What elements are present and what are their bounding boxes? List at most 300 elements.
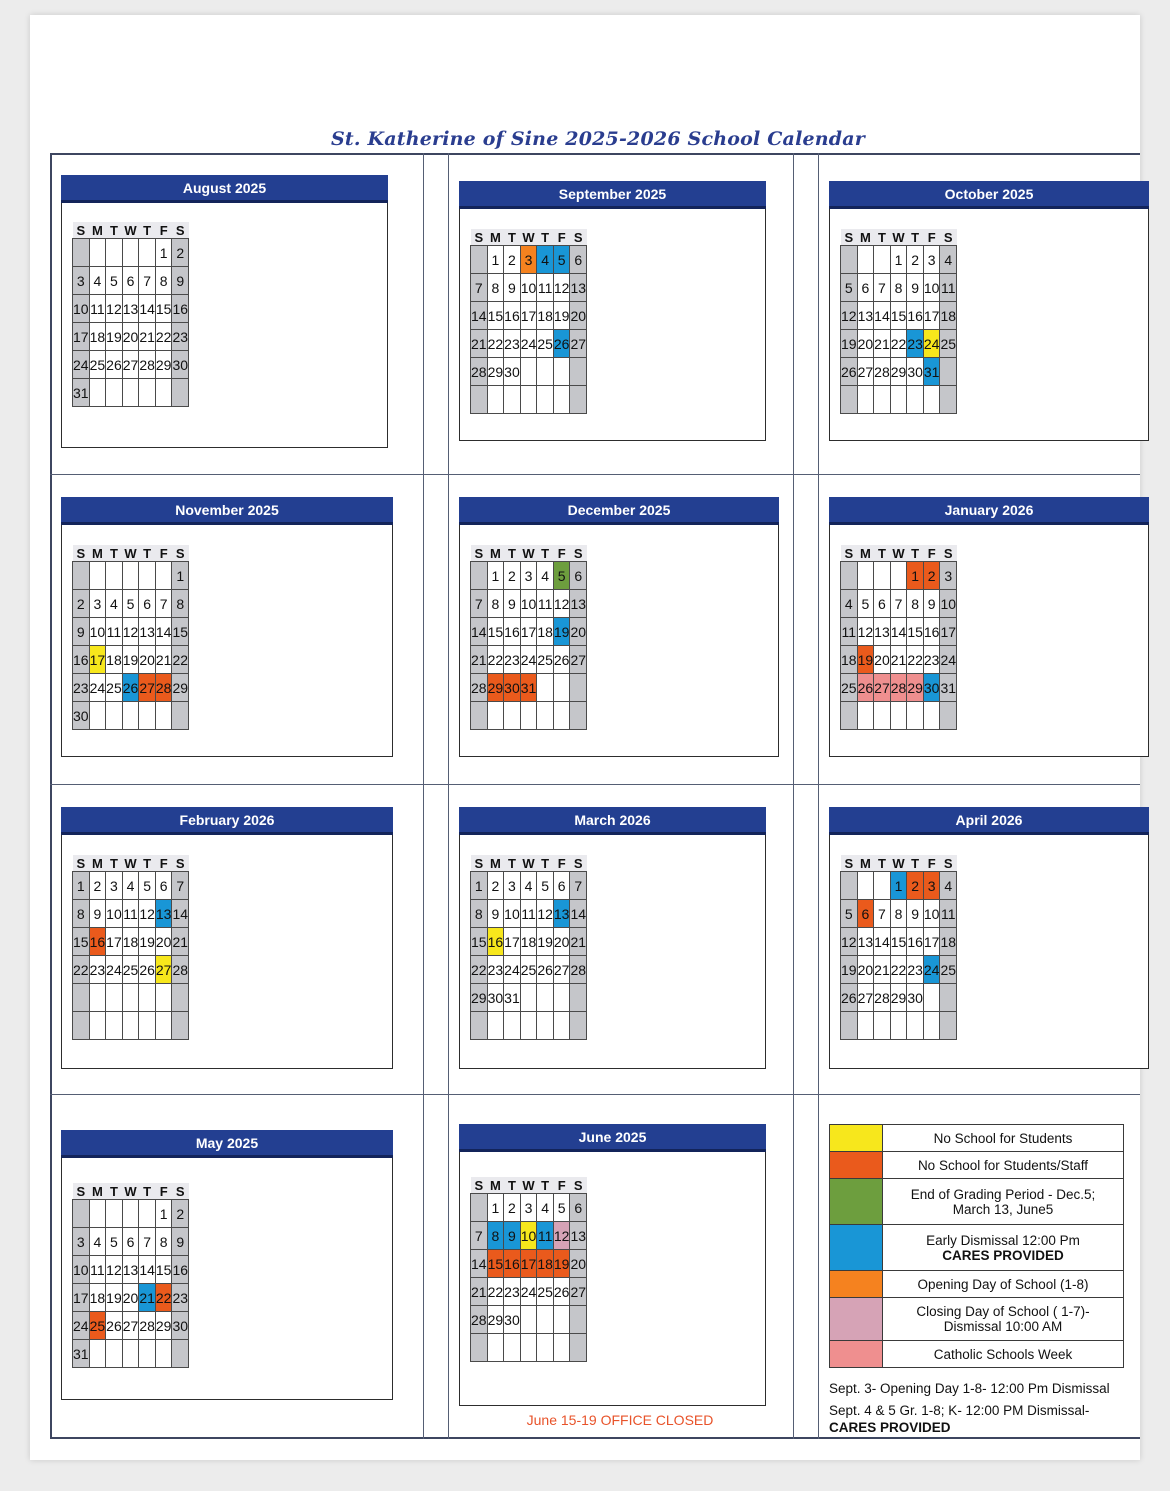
day-cell: 3 <box>520 1194 537 1222</box>
weekday-header: F <box>553 229 570 246</box>
day-cell <box>471 702 488 730</box>
day-cell: 21 <box>874 956 891 984</box>
day-cell: 13 <box>874 618 891 646</box>
day-cell: 3 <box>106 872 123 900</box>
day-cell: 29 <box>172 674 189 702</box>
day-cell <box>106 1012 123 1040</box>
day-cell: 14 <box>570 900 587 928</box>
month-title: February 2026 <box>61 807 393 835</box>
day-cell: 18 <box>520 928 537 956</box>
day-cell: 24 <box>923 956 940 984</box>
day-cell: 19 <box>841 956 858 984</box>
day-cell: 23 <box>172 323 189 351</box>
day-cell: 9 <box>923 590 940 618</box>
day-cell <box>106 984 123 1012</box>
day-cell: 26 <box>139 956 156 984</box>
day-cell: 7 <box>172 872 189 900</box>
day-cell <box>139 562 156 590</box>
weekday-header: S <box>73 1183 90 1200</box>
day-cell <box>890 702 907 730</box>
day-cell <box>537 1012 554 1040</box>
page-title: St. Katherine of Sine 2025-2026 School Calendar <box>331 128 865 150</box>
day-cell <box>857 702 874 730</box>
day-cell: 2 <box>923 562 940 590</box>
day-cell: 13 <box>570 274 587 302</box>
day-cell <box>73 1012 90 1040</box>
legend-label <box>883 1298 1124 1341</box>
day-cell: 19 <box>106 1284 123 1312</box>
day-cell <box>841 1012 858 1040</box>
weekday-header: T <box>139 545 156 562</box>
day-cell <box>89 379 106 407</box>
weekday-header: S <box>471 229 488 246</box>
weekday-header: T <box>504 1177 521 1194</box>
day-cell: 3 <box>923 246 940 274</box>
day-cell: 23 <box>504 1278 521 1306</box>
day-cell: 29 <box>155 351 172 379</box>
day-cell: 12 <box>553 590 570 618</box>
day-cell: 16 <box>923 618 940 646</box>
day-cell: 7 <box>890 590 907 618</box>
day-cell: 31 <box>940 674 957 702</box>
day-cell <box>73 562 90 590</box>
day-cell <box>504 1334 521 1362</box>
day-cell <box>570 358 587 386</box>
day-cell: 10 <box>923 274 940 302</box>
weekday-header: T <box>106 1183 123 1200</box>
day-cell <box>537 674 554 702</box>
day-cell: 10 <box>504 900 521 928</box>
day-cell <box>487 1012 504 1040</box>
month-title: September 2025 <box>459 181 766 209</box>
day-cell: 1 <box>487 562 504 590</box>
day-cell: 9 <box>172 267 189 295</box>
day-cell: 19 <box>553 618 570 646</box>
weekday-header: S <box>172 545 189 562</box>
day-cell: 29 <box>471 984 488 1012</box>
month-day-grid <box>72 855 189 1040</box>
day-cell <box>139 1340 156 1368</box>
day-cell: 7 <box>471 274 488 302</box>
month-title: June 2025 <box>459 1124 766 1152</box>
day-cell: 24 <box>520 330 537 358</box>
day-cell: 4 <box>940 246 957 274</box>
day-cell <box>172 1340 189 1368</box>
day-cell <box>471 1194 488 1222</box>
day-cell: 7 <box>471 590 488 618</box>
day-cell: 4 <box>537 562 554 590</box>
day-cell: 3 <box>504 872 521 900</box>
day-cell: 25 <box>841 674 858 702</box>
day-cell: 5 <box>841 900 858 928</box>
weekday-header: S <box>841 229 858 246</box>
day-cell: 26 <box>857 674 874 702</box>
day-cell <box>139 1012 156 1040</box>
weekday-header: T <box>139 1183 156 1200</box>
day-cell: 20 <box>874 646 891 674</box>
day-cell: 3 <box>520 246 537 274</box>
day-cell: 20 <box>857 330 874 358</box>
day-cell: 22 <box>487 646 504 674</box>
month-title: March 2026 <box>459 807 766 835</box>
day-cell: 4 <box>122 872 139 900</box>
day-cell: 30 <box>172 351 189 379</box>
day-cell: 15 <box>890 928 907 956</box>
day-cell <box>487 702 504 730</box>
day-cell <box>520 358 537 386</box>
day-cell <box>553 386 570 414</box>
day-cell <box>172 702 189 730</box>
day-cell: 28 <box>172 956 189 984</box>
day-cell: 14 <box>874 928 891 956</box>
day-cell: 27 <box>122 351 139 379</box>
day-cell: 27 <box>570 330 587 358</box>
day-cell: 22 <box>487 1278 504 1306</box>
day-cell: 2 <box>487 872 504 900</box>
day-cell <box>73 239 90 267</box>
legend-label <box>883 1179 1124 1225</box>
weekday-header: T <box>907 545 924 562</box>
weekday-header: F <box>155 545 172 562</box>
weekday-header: M <box>487 229 504 246</box>
day-cell <box>537 1306 554 1334</box>
day-cell: 20 <box>155 928 172 956</box>
day-cell: 23 <box>923 646 940 674</box>
day-cell: 16 <box>172 1256 189 1284</box>
legend-swatch <box>830 1225 883 1271</box>
day-cell <box>73 984 90 1012</box>
day-cell: 31 <box>520 674 537 702</box>
legend <box>829 1124 1124 1368</box>
day-cell: 30 <box>504 358 521 386</box>
day-cell: 6 <box>570 246 587 274</box>
day-cell: 29 <box>890 358 907 386</box>
day-cell: 12 <box>139 900 156 928</box>
day-cell: 22 <box>907 646 924 674</box>
day-cell: 25 <box>940 330 957 358</box>
day-cell <box>155 702 172 730</box>
weekday-header: F <box>553 1177 570 1194</box>
day-cell: 9 <box>504 274 521 302</box>
day-cell <box>89 562 106 590</box>
weekday-header: W <box>890 229 907 246</box>
day-cell: 3 <box>73 267 90 295</box>
day-cell: 11 <box>940 274 957 302</box>
month-title: January 2026 <box>829 497 1149 525</box>
day-cell: 19 <box>139 928 156 956</box>
day-cell: 2 <box>89 872 106 900</box>
day-cell: 22 <box>73 956 90 984</box>
day-cell <box>139 984 156 1012</box>
day-cell: 14 <box>155 618 172 646</box>
day-cell <box>122 562 139 590</box>
day-cell <box>874 702 891 730</box>
day-cell <box>857 386 874 414</box>
day-cell: 9 <box>89 900 106 928</box>
day-cell: 27 <box>570 1278 587 1306</box>
day-cell <box>122 702 139 730</box>
legend-swatch <box>830 1341 883 1368</box>
day-cell: 10 <box>923 900 940 928</box>
day-cell: 17 <box>73 1284 90 1312</box>
day-cell: 2 <box>907 246 924 274</box>
day-cell: 23 <box>89 956 106 984</box>
day-cell <box>553 674 570 702</box>
day-cell: 9 <box>907 274 924 302</box>
legend-label <box>883 1225 1124 1271</box>
legend-label-line2: Dismissal 10:00 AM <box>943 1319 1063 1334</box>
legend-label-line1: Early Dismissal 12:00 Pm <box>926 1232 1080 1248</box>
day-cell <box>106 702 123 730</box>
day-cell: 6 <box>122 267 139 295</box>
day-cell <box>923 1012 940 1040</box>
day-cell <box>122 984 139 1012</box>
weekday-header: T <box>874 855 891 872</box>
day-cell <box>106 1200 123 1228</box>
day-cell: 12 <box>841 928 858 956</box>
day-cell: 4 <box>106 590 123 618</box>
day-cell <box>122 1200 139 1228</box>
day-cell <box>923 386 940 414</box>
note-cares-provided: CARES PROVIDED <box>829 1420 951 1435</box>
day-cell: 7 <box>874 900 891 928</box>
day-cell: 4 <box>520 872 537 900</box>
day-cell: 6 <box>857 900 874 928</box>
day-cell <box>471 246 488 274</box>
day-cell: 26 <box>106 1312 123 1340</box>
column-divider <box>818 153 819 1439</box>
day-cell: 5 <box>553 562 570 590</box>
day-cell: 2 <box>907 872 924 900</box>
weekday-header: S <box>471 855 488 872</box>
weekday-header: S <box>940 229 957 246</box>
day-cell: 27 <box>857 984 874 1012</box>
day-cell: 25 <box>537 330 554 358</box>
weekday-header: T <box>907 855 924 872</box>
legend-swatch <box>830 1179 883 1225</box>
day-cell: 24 <box>923 330 940 358</box>
day-cell: 16 <box>907 302 924 330</box>
day-cell: 8 <box>73 900 90 928</box>
day-cell: 8 <box>890 900 907 928</box>
day-cell: 18 <box>940 928 957 956</box>
day-cell: 31 <box>73 1340 90 1368</box>
weekday-header: M <box>89 1183 106 1200</box>
day-cell: 22 <box>890 330 907 358</box>
day-cell <box>553 358 570 386</box>
day-cell <box>89 702 106 730</box>
day-cell: 17 <box>520 1250 537 1278</box>
day-cell <box>923 702 940 730</box>
day-cell: 15 <box>487 302 504 330</box>
day-cell: 6 <box>874 590 891 618</box>
day-cell: 13 <box>139 618 156 646</box>
day-cell: 21 <box>139 323 156 351</box>
day-cell: 22 <box>487 330 504 358</box>
day-cell: 5 <box>122 590 139 618</box>
day-cell: 11 <box>106 618 123 646</box>
day-cell: 21 <box>471 646 488 674</box>
day-cell <box>172 1012 189 1040</box>
day-cell: 29 <box>907 674 924 702</box>
legend-label-line1: Catholic Schools Week <box>933 1346 1073 1362</box>
day-cell <box>874 872 891 900</box>
note-dismissal: Sept. 4 & 5 Gr. 1-8; K- 12:00 PM Dismissal- <box>829 1403 1090 1418</box>
weekday-header: W <box>520 545 537 562</box>
day-cell: 25 <box>89 351 106 379</box>
day-cell <box>841 386 858 414</box>
day-cell: 19 <box>857 646 874 674</box>
day-cell: 1 <box>155 239 172 267</box>
day-cell: 19 <box>122 646 139 674</box>
day-cell <box>106 379 123 407</box>
day-cell: 18 <box>89 323 106 351</box>
weekday-header: W <box>122 222 139 239</box>
day-cell: 18 <box>537 1250 554 1278</box>
weekday-header: M <box>857 855 874 872</box>
weekday-header: F <box>155 855 172 872</box>
month-day-grid <box>840 545 957 730</box>
day-cell <box>520 1306 537 1334</box>
day-cell: 15 <box>487 1250 504 1278</box>
day-cell: 20 <box>553 928 570 956</box>
column-divider <box>793 153 794 1439</box>
day-cell <box>471 1334 488 1362</box>
weekday-header: T <box>504 855 521 872</box>
day-cell <box>89 1340 106 1368</box>
day-cell: 14 <box>890 618 907 646</box>
day-cell: 17 <box>940 618 957 646</box>
day-cell: 2 <box>504 562 521 590</box>
day-cell: 20 <box>122 1284 139 1312</box>
day-cell: 2 <box>504 1194 521 1222</box>
day-cell <box>570 674 587 702</box>
day-cell: 26 <box>553 1278 570 1306</box>
day-cell: 6 <box>155 872 172 900</box>
day-cell: 21 <box>874 330 891 358</box>
day-cell: 11 <box>537 590 554 618</box>
day-cell <box>471 386 488 414</box>
day-cell: 8 <box>172 590 189 618</box>
day-cell <box>940 984 957 1012</box>
day-cell: 27 <box>857 358 874 386</box>
day-cell <box>89 1200 106 1228</box>
day-cell <box>874 246 891 274</box>
day-cell: 29 <box>487 1306 504 1334</box>
day-cell: 17 <box>106 928 123 956</box>
day-cell: 2 <box>73 590 90 618</box>
weekday-header: S <box>940 545 957 562</box>
day-cell: 14 <box>471 1250 488 1278</box>
column-divider <box>423 153 424 1439</box>
day-cell <box>504 702 521 730</box>
day-cell <box>122 379 139 407</box>
day-cell: 4 <box>940 872 957 900</box>
day-cell: 8 <box>487 590 504 618</box>
day-cell: 4 <box>89 1228 106 1256</box>
day-cell: 25 <box>106 674 123 702</box>
month-title: October 2025 <box>829 181 1149 209</box>
legend-label-line1: End of Grading Period - Dec.5; <box>910 1186 1096 1202</box>
day-cell: 3 <box>923 872 940 900</box>
legend-label-line1: No School for Students <box>933 1130 1073 1146</box>
day-cell <box>520 702 537 730</box>
legend-label <box>883 1271 1124 1298</box>
day-cell <box>155 1012 172 1040</box>
day-cell: 27 <box>139 674 156 702</box>
day-cell: 29 <box>487 358 504 386</box>
day-cell: 15 <box>73 928 90 956</box>
day-cell: 25 <box>89 1312 106 1340</box>
day-cell: 15 <box>907 618 924 646</box>
legend-label <box>883 1341 1124 1368</box>
day-cell <box>553 702 570 730</box>
day-cell: 20 <box>139 646 156 674</box>
day-cell: 8 <box>155 267 172 295</box>
day-cell: 13 <box>122 295 139 323</box>
day-cell: 28 <box>874 358 891 386</box>
day-cell <box>841 246 858 274</box>
day-cell: 4 <box>537 1194 554 1222</box>
weekday-header: F <box>553 545 570 562</box>
weekday-header: S <box>570 855 587 872</box>
day-cell: 7 <box>155 590 172 618</box>
day-cell: 18 <box>106 646 123 674</box>
weekday-header: F <box>155 222 172 239</box>
weekday-header: M <box>857 229 874 246</box>
day-cell <box>155 379 172 407</box>
day-cell <box>940 1012 957 1040</box>
day-cell <box>155 562 172 590</box>
weekday-header: M <box>857 545 874 562</box>
weekday-header: S <box>841 545 858 562</box>
day-cell <box>570 702 587 730</box>
day-cell <box>537 1334 554 1362</box>
day-cell <box>89 984 106 1012</box>
day-cell: 27 <box>874 674 891 702</box>
day-cell: 2 <box>172 239 189 267</box>
day-cell <box>940 702 957 730</box>
day-cell <box>73 1200 90 1228</box>
day-cell <box>537 358 554 386</box>
day-cell: 26 <box>841 984 858 1012</box>
day-cell: 15 <box>155 1256 172 1284</box>
day-cell: 3 <box>520 562 537 590</box>
day-cell: 10 <box>520 1222 537 1250</box>
day-cell: 19 <box>553 1250 570 1278</box>
day-cell: 25 <box>537 646 554 674</box>
day-cell <box>570 386 587 414</box>
day-cell <box>106 562 123 590</box>
day-cell: 8 <box>471 900 488 928</box>
day-cell: 11 <box>122 900 139 928</box>
day-cell: 14 <box>139 1256 156 1284</box>
legend-swatch <box>830 1125 883 1152</box>
day-cell: 14 <box>471 618 488 646</box>
day-cell: 31 <box>923 358 940 386</box>
day-cell: 17 <box>73 323 90 351</box>
day-cell: 17 <box>504 928 521 956</box>
day-cell: 13 <box>553 900 570 928</box>
day-cell: 30 <box>172 1312 189 1340</box>
day-cell <box>537 386 554 414</box>
weekday-header: M <box>487 545 504 562</box>
day-cell: 29 <box>890 984 907 1012</box>
day-cell: 12 <box>106 295 123 323</box>
day-cell: 7 <box>139 267 156 295</box>
weekday-header: S <box>471 1177 488 1194</box>
weekday-header: W <box>122 855 139 872</box>
